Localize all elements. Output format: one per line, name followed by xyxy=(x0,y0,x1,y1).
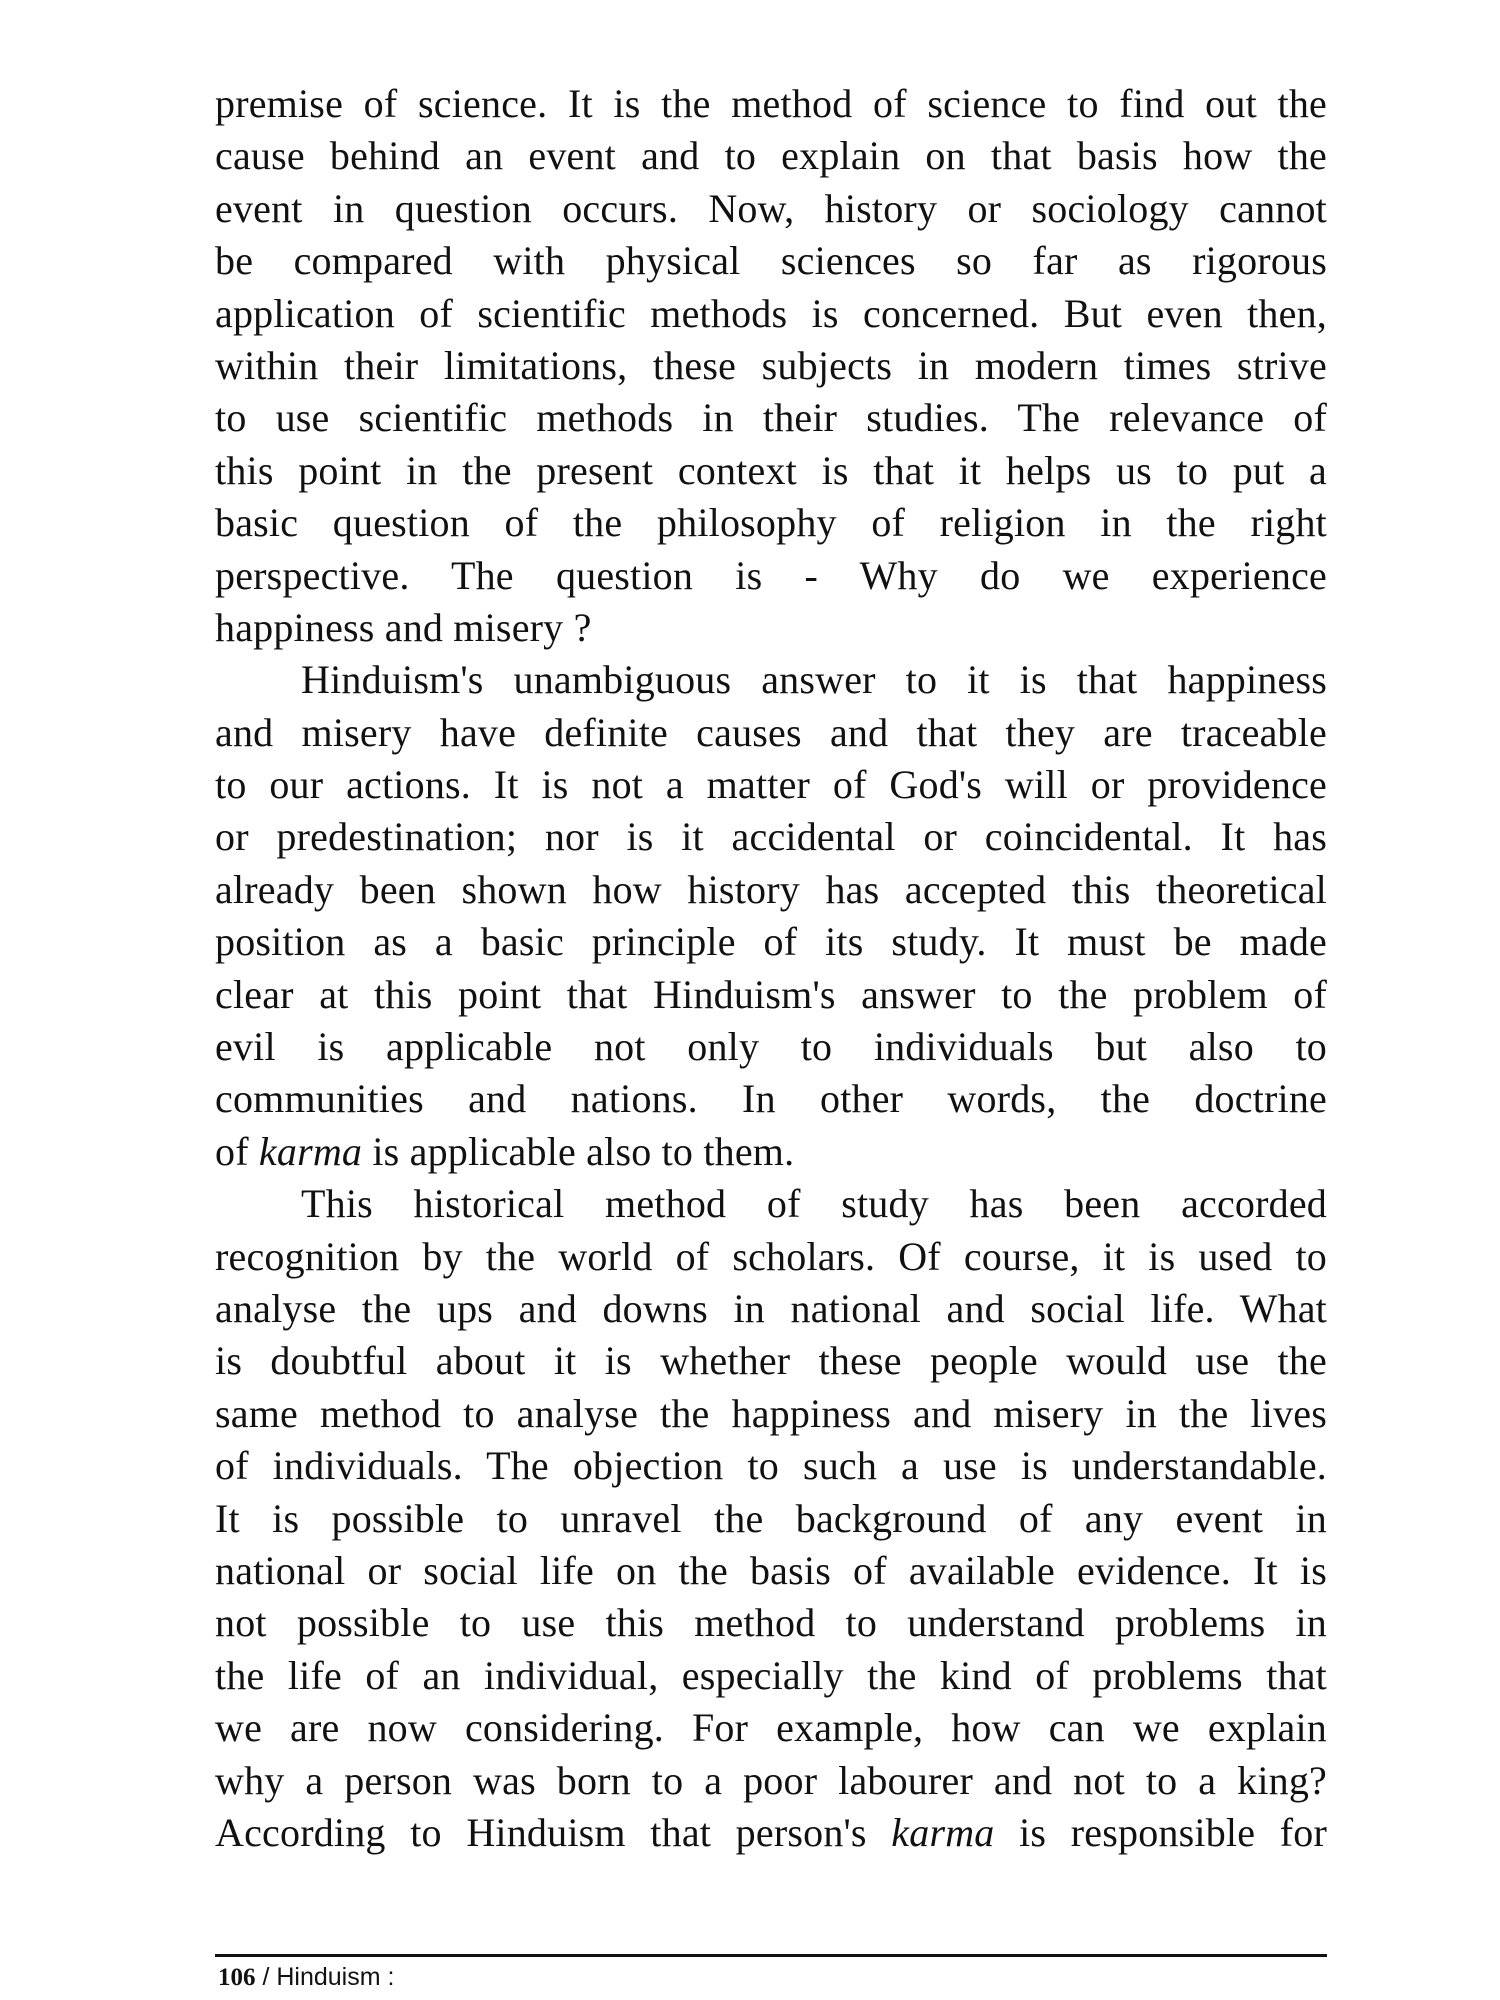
text-line: position as a basic principle of its study. It must be made xyxy=(215,919,1327,965)
text-line: we are now considering. For example, how can we explain xyxy=(215,1705,1327,1751)
text-line: of karma is applicable also to them. xyxy=(215,1128,795,1174)
text-line: why a person was born to a poor labourer and not to a king? xyxy=(215,1757,1327,1803)
text-line: and misery have definite causes and that they are traceable xyxy=(215,709,1327,755)
text-line: It is possible to unravel the background of any event in xyxy=(215,1495,1327,1541)
text-line: within their limitations, these subjects in modern times strive xyxy=(215,342,1327,388)
text-line: According to Hinduism that person's karma is responsible for xyxy=(215,1809,1327,1855)
text-line: evil is applicable not only to individuals but also to xyxy=(215,1024,1327,1070)
footer-separator: / xyxy=(262,1963,270,1991)
text-line: happiness and misery ? xyxy=(215,604,592,650)
text-line: already been shown how history has accepted this theoretical xyxy=(215,866,1327,912)
text-line: basic question of the philosophy of religion in the right xyxy=(215,500,1327,546)
text-line: Hinduism's unambiguous answer to it is that happiness xyxy=(301,657,1327,703)
body-text xyxy=(215,78,1327,1859)
text-line: to use scientific methods in their studies. The relevance of xyxy=(215,395,1327,441)
paragraph-3 xyxy=(215,1178,1327,1859)
text-line: application of scientific methods is concerned. But even then, xyxy=(215,290,1327,336)
running-title: Hinduism : xyxy=(276,1963,395,1991)
text-line: is doubtful about it is whether these people would use the xyxy=(215,1338,1327,1384)
text-line: this point in the present context is that it helps us to put a xyxy=(215,447,1327,493)
text-line: not possible to use this method to understand problems in xyxy=(215,1600,1327,1646)
text-line: analyse the ups and downs in national and social life. What xyxy=(215,1285,1327,1331)
text-line: This historical method of study has been accorded xyxy=(301,1181,1327,1227)
text-line: national or social life on the basis of available evidence. It is xyxy=(215,1547,1327,1593)
text-line: communities and nations. In other words, the doctrine xyxy=(215,1076,1327,1122)
text-line: event in question occurs. Now, history or sociology cannot xyxy=(215,185,1327,231)
emphasis: karma xyxy=(258,1128,363,1174)
paragraph-2 xyxy=(215,654,1327,1178)
text-line: clear at this point that Hinduism's answer to the problem of xyxy=(215,971,1327,1017)
text-line: recognition by the world of scholars. Of course, it is used to xyxy=(215,1233,1327,1279)
text-line: to our actions. It is not a matter of God's will or providence xyxy=(215,762,1327,808)
footer-divider xyxy=(215,1954,1327,1957)
text-line: be compared with physical sciences so far as rigorous xyxy=(215,238,1327,284)
paragraph-1 xyxy=(215,78,1327,654)
text-line: or predestination; nor is it accidental or coincidental. It has xyxy=(215,814,1327,860)
emphasis: karma xyxy=(891,1809,995,1855)
text-line: premise of science. It is the method of science to find out the xyxy=(215,81,1327,126)
text-line: same method to analyse the happiness and misery in the lives xyxy=(215,1390,1327,1436)
text-line: perspective. The question is - Why do we experience xyxy=(215,552,1327,598)
text-line: cause behind an event and to explain on that basis how the xyxy=(215,133,1327,179)
page-number: 106 xyxy=(218,1964,256,1991)
page-footer xyxy=(218,1962,394,1993)
text-line: the life of an individual, especially the kind of problems that xyxy=(215,1652,1327,1698)
text-line: of individuals. The objection to such a use is understandable. xyxy=(215,1443,1327,1489)
